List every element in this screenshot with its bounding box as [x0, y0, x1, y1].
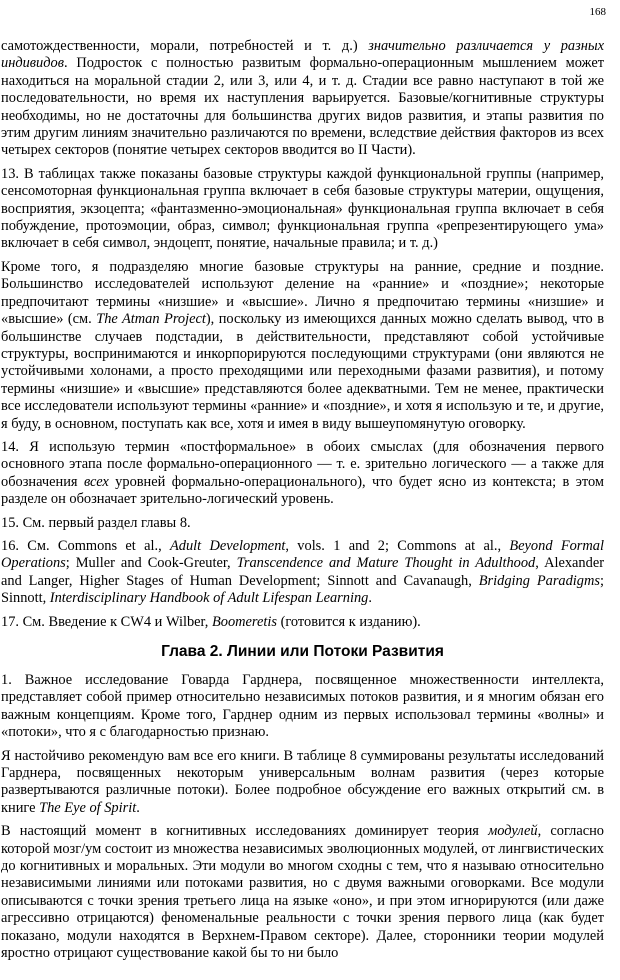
- text-run: ), поскольку из имеющихся данных можно сделать вывод, что в большинстве случаев подстадии, в действительности, представляют собой устойчивые структуры, воспринимаются и инкорпорируются последующими структурами (они являются не устойчивыми холонами, а просто преходящими или переходными фазами развития), и потому термины «низшие» и «высшие» представляются более адекватными. Тем не менее, практически все исследователи используют термины «ранние» и «поздние», и хотя я использую и те, и другие, я буду, в основном, поступать как все, хотя и имея в виду вышеупомянутую оговорку.: [1, 311, 604, 432]
- text-run: уровней формально-операционального), что будет ясно из контекста; в этом разделе он обозначает зрительно-логический уровень.: [1, 473, 605, 508]
- chapter2-note-1-continued: [1, 748, 604, 818]
- paragraph-continuation: [1, 38, 604, 160]
- text-run: 1. Важное исследование Говарда Гарднера, посвященное множественности интеллекта, представляет собой пример относительно независимых потоков развития, и я многим обязан его важным концепциям. Кроме того, Гарднер одним из первых использовал термины «волны» и «потоки», что я с благодарностью признаю.: [1, 672, 604, 741]
- text-run: Кроме того, я подразделяю многие базовые структуры на ранние, средние и поздние. Большинство исследователей используют деление на «ранние» и «поздние»; некоторые предпочитают термины «низшие» и «высшие». Лично я предпочитаю термины «низшие» и «высшие» (см.: [1, 258, 604, 328]
- italic-run: Bridging Paradigms: [478, 572, 600, 589]
- italic-run: модулей: [488, 823, 538, 840]
- chapter2-note-1-modules: [1, 823, 604, 962]
- text-run: 14. Я использую термин «постформальное» в обоих смыслах (для обозначения первого основного этапа после формально-операционного — т. е. зрительно логического — а также для обозначения: [1, 438, 604, 490]
- text-run: 16. См. Commons et al.,: [1, 537, 170, 554]
- text-run: 17. См. Введение к CW4 и Wilber,: [1, 613, 212, 630]
- page-number: 168: [589, 6, 606, 18]
- text-run: , согласно которой мозг/ум состоит из множества независимых эволюционных модулей, от лингвистических до когнитивных и моральных. Эти модули во многом сходны с тем, что я называю относительно независимыми линиями или потоками развития, но с двумя важными оговорками. Все модули описываются с точки зрения третьего лица на языке «оно», и при этом игнорируются (или даже агрессивно отрицаются) феноменальные реальности с точки зрения первого лица (как будет показано, модули находятся в Верхнем-Правом секторе). Далее, сторонники теории модулей яростно отрицают существование какой бы то ни было: [1, 823, 604, 962]
- italic-run: Boomeretis: [211, 613, 277, 630]
- text-run: (готовится к изданию).: [276, 613, 421, 630]
- note-15: [1, 515, 604, 532]
- text-run: , Alexander and Langer, Higher Stages of Human Development; Sinnott and Cavanaugh,: [1, 555, 604, 589]
- text-run: В настоящий момент в когнитивных исследованиях доминирует теория: [1, 823, 489, 840]
- note-13: [1, 166, 604, 253]
- italic-run: Adult Development: [169, 537, 286, 554]
- note-14: [1, 439, 604, 509]
- text-run: .: [136, 799, 140, 816]
- text-run: 13. В таблицах также показаны базовые структуры каждой функциональной группы (например, сенсомоторная функциональная группа включает в себя базовые структуры материи, ощущения, восприятия, экзоцепта; «фантазменно-эмоциональная» функциональная группа включает в себя побуждение, протоэмоции, образ, символ; функциональная группа «репрезентирующего ума» включает в себя символ, эндоцепт, понятие, начальные правила; и т. д.): [1, 165, 604, 252]
- text-run: ; Sinnott,: [1, 572, 604, 607]
- text-run: самотождественности, морали, потребностей и т. д.): [1, 38, 369, 54]
- italic-run: The Eye of Spirit: [39, 799, 137, 816]
- note-13-continued: [1, 259, 604, 433]
- text-run: .: [368, 590, 372, 607]
- page-content: [1, 38, 604, 969]
- chapter-heading: Глава 2. Линии или Потоки Развития: [161, 643, 444, 660]
- italic-run: Beyond Formal Operations: [1, 537, 604, 572]
- italic-run: Interdisciplinary Handbook of Adult Lifespan Learning: [49, 590, 369, 607]
- text-run: , vols. 1 and 2; Commons at al.,: [285, 537, 510, 554]
- text-run: Я настойчиво рекомендую вам все его книги. В таблице 8 суммированы результаты исследований Гарднера, посвященных некоторым универсальным волнам развития (через которые развертываются различные потоки). Более подробное обсуждение его важных открытий см. в книге: [1, 747, 604, 816]
- italic-run: The Atman Project: [96, 311, 206, 328]
- text-run: 15. См. первый раздел главы 8.: [1, 514, 191, 531]
- text-run: ; Muller and Cook-Greuter,: [65, 555, 237, 572]
- italic-run: значительно различается у разных индивидов: [1, 38, 604, 72]
- italic-run: Transcendence and Mature Thought in Adulthood: [236, 555, 536, 572]
- note-17: [1, 614, 604, 631]
- italic-run: всех: [83, 473, 109, 490]
- note-16: [1, 538, 604, 608]
- chapter2-note-1: [1, 672, 604, 742]
- text-run: . Подросток с полностью развитым формально-операционным мышлением может находиться на моральной стадии 2, или 3, или 4, и т. д. Стадии все равно наступают в той же последовательности, но время их наступления варьируется. Базовые/когнитивные структуры необходимы, но не достаточны для большинства других видов развития, и этапы развития по этим другим линиям значительно различаются по времени, вследствие действия факторов из всех четырех секторов (понятие четырех секторов вводится во II Части).: [1, 55, 604, 159]
